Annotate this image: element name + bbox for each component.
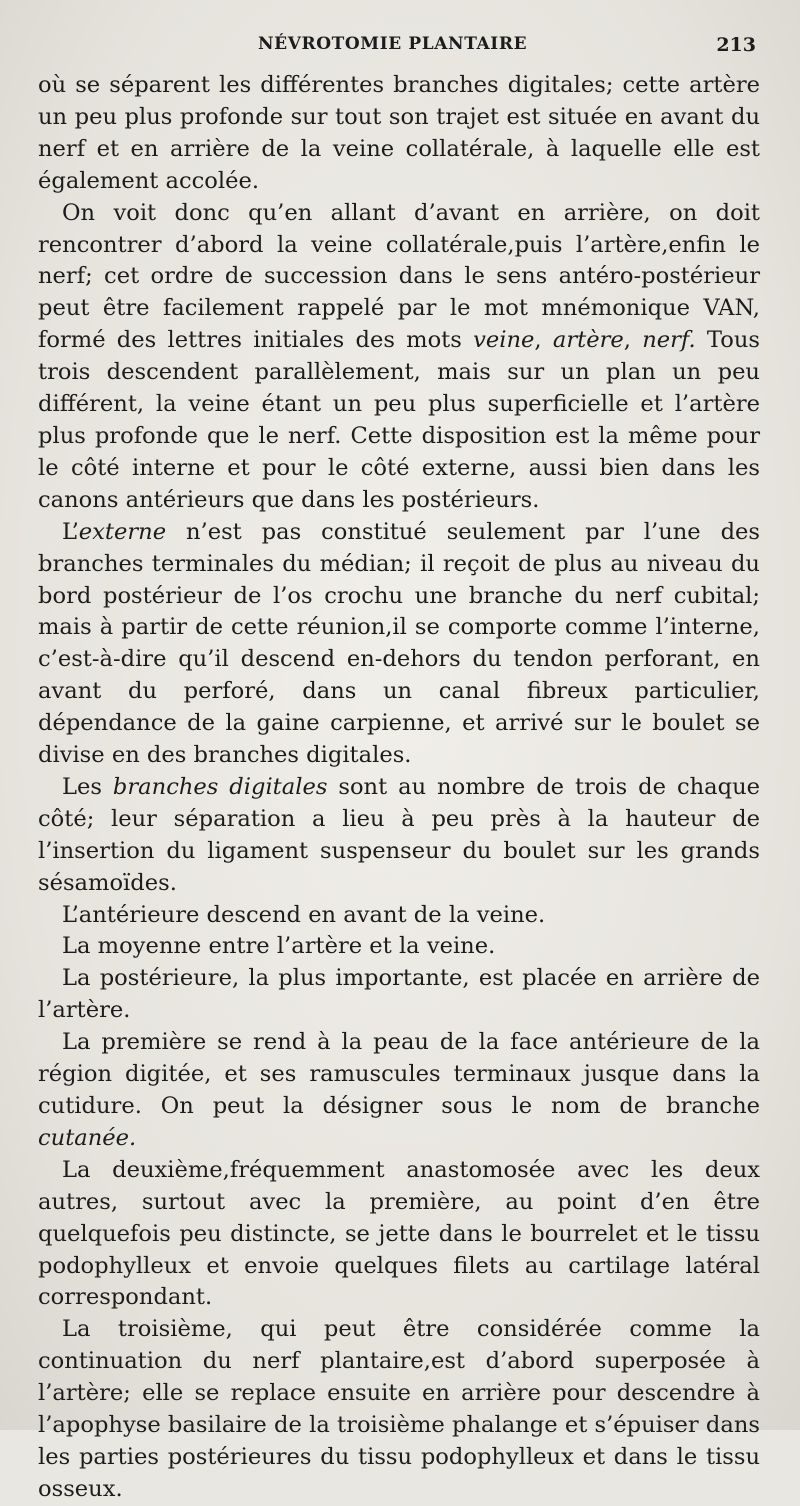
paragraph-text: où se séparent les différentes branches digitales; cette artère un peu plus profonde sur tout son trajet est située en avant du nerf et en arrière de la veine collatérale, à laquelle elle est également accolée. [38, 72, 760, 194]
italic-term: veine [473, 327, 535, 354]
paragraph-text: L’antérieure descend en avant de la veine. [62, 901, 546, 928]
paragraph-text: La moyenne entre l’artère et la veine. [62, 933, 496, 960]
paragraph [38, 70, 760, 198]
paragraph-text: , [623, 327, 643, 354]
paragraph-text: Tous trois descendent parallèlement, mais sur un plan un peu différent, la veine étant un peu plus superficielle et l’artère plus profonde que le nerf. Cette disposition est la même pour le côté interne et pour le côté externe, aussi bien dans les canons antérieurs que dans les postérieurs. [38, 327, 760, 513]
paragraph [38, 1314, 760, 1505]
paragraph [38, 772, 760, 900]
paragraph-text: Les [62, 773, 113, 800]
paragraph [38, 931, 760, 963]
paragraph-text: La deuxième,fréquemment anastomosée avec les deux autres, surtout avec la première, au point d’en être quelquefois peu distincte, se jette dans le bourrelet et le tissu podophylleux et envoie quelques filets au cartilage latéral correspondant. [38, 1156, 760, 1311]
paragraph-text: , [534, 327, 553, 354]
paragraph [38, 963, 760, 1027]
paragraph-text: La postérieure, la plus importante, est placée en arrière de l’artère. [38, 965, 760, 1024]
body-text [38, 70, 760, 1506]
paragraph [38, 1155, 760, 1315]
italic-term: branches digitales [112, 773, 328, 800]
paragraph-text: La troisième, qui peut être considérée comme la continuation du nerf plantaire,est d’abord superposée à l’artère; elle se replace ensuite en arrière pour descendre à l’apophyse basilaire de la troisième phalange et s’épuiser dans les parties postérieures du tissu podophylleux et dans le tissu osseux. [38, 1316, 760, 1502]
italic-term: externe [78, 518, 167, 545]
paragraph-text: La première se rend à la peau de la face antérieure de la région digitée, et ses ramuscules terminaux jusque dans la cutidure. On peut la désigner sous le nom de branche [38, 1029, 760, 1119]
running-head: NÉVROTOMIE PLANTAIRE [258, 34, 528, 54]
paragraph-text: n’est pas constitué seulement par l’une des branches terminales du médian; il reçoit de plus au niveau du bord postérieur de l’os crochu une branche du nerf cubital; mais à partir de cette réunion,il se comporte comme l’interne, c’est-à-dire qu’il descend en-dehors du tendon perforant, en avant du perforé, dans un canal fibreux particulier, dépendance de la gaine carpienne, et arrivé sur le boulet se divise en des branches digitales. [38, 518, 760, 769]
page-number: 213 [716, 34, 756, 56]
paragraph-text: sont au nombre de trois de chaque côté; leur séparation a lieu à peu près à la hauteur de l’insertion du ligament suspenseur du boulet sur les grands sésamoïdes. [38, 773, 761, 896]
italic-term: cutanée. [38, 1124, 137, 1151]
paragraph-text: L’ [62, 518, 79, 545]
paragraph [38, 900, 760, 932]
paragraph [38, 517, 760, 772]
italic-term: artère [552, 327, 624, 354]
page-header [0, 32, 800, 62]
paragraph [38, 1027, 760, 1155]
italic-term: nerf. [642, 327, 696, 354]
paragraph [38, 198, 760, 517]
paragraph-text: On voit donc qu’en allant d’avant en arrière, on doit rencontrer d’abord la veine collatérale,puis l’artère,enfin le nerf; cet ordre de succession dans le sens antéro-postérieur peut être facilement rappelé par le mot mnémonique VAN, formé des lettres initiales des mots [38, 199, 760, 354]
